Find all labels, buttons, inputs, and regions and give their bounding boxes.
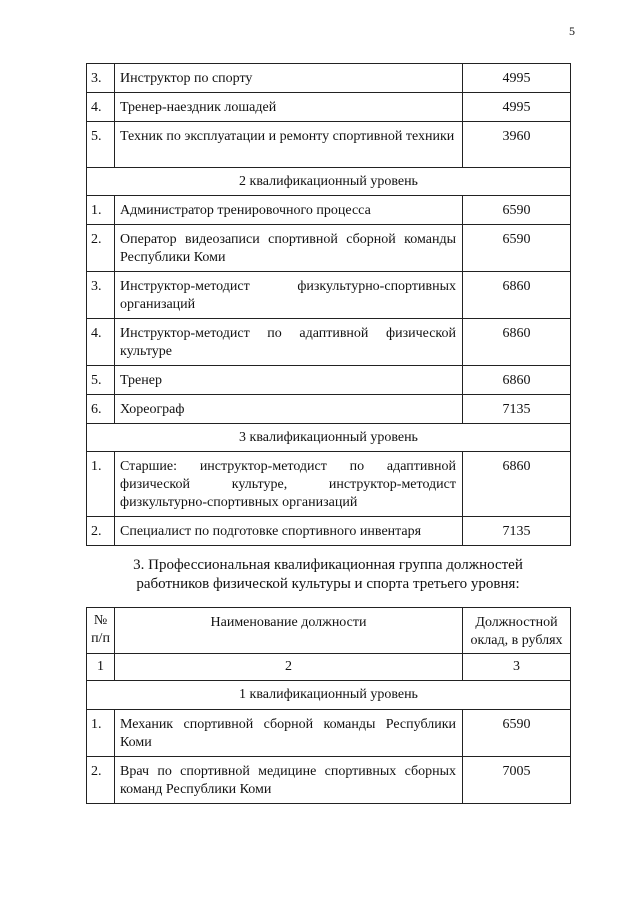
row-number: 2. <box>87 225 115 272</box>
row-number: 4. <box>87 319 115 366</box>
salary-value: 6860 <box>463 452 571 517</box>
salary-value: 6860 <box>463 272 571 319</box>
section-heading-line: работников физической культуры и спорта третьего уровня: <box>136 576 520 592</box>
column-index: 3 <box>463 654 571 681</box>
position-name: Инструктор-методист физкультурно-спортивных организаций <box>115 272 463 319</box>
position-name: Тренер-наездник лошадей <box>115 93 463 122</box>
qualification-level-label: 3 квалификационный уровень <box>87 424 571 452</box>
table-row <box>87 366 571 395</box>
table-row <box>87 122 571 168</box>
row-number: 1. <box>87 452 115 517</box>
column-index-row <box>87 654 571 681</box>
position-name: Врач по спортивной медицине спортивных сборных команд Республики Коми <box>115 757 463 804</box>
qualification-level-label: 1 квалификационный уровень <box>87 681 571 710</box>
salary-value: 4995 <box>463 64 571 93</box>
table-row <box>87 272 571 319</box>
position-name: Техник по эксплуатации и ремонту спортивной техники <box>115 122 463 168</box>
table-row <box>87 452 571 517</box>
table-row <box>87 517 571 546</box>
row-number: 1. <box>87 196 115 225</box>
table-row <box>87 319 571 366</box>
position-name: Администратор тренировочного процесса <box>115 196 463 225</box>
row-number: 3. <box>87 272 115 319</box>
table-row <box>87 64 571 93</box>
row-number: 4. <box>87 93 115 122</box>
position-name: Старшие: инструктор-методист по адаптивной физической культуре, инструктор-методист физкультурно-спортивных организаций <box>115 452 463 517</box>
salary-value: 6860 <box>463 366 571 395</box>
table-header-row <box>87 608 571 654</box>
positions-table-continued <box>86 63 571 546</box>
position-name: Механик спортивной сборной команды Республики Коми <box>115 710 463 757</box>
table-row <box>87 395 571 424</box>
salary-value: 7005 <box>463 757 571 804</box>
row-number: 2. <box>87 517 115 546</box>
row-number: 3. <box>87 64 115 93</box>
salary-value: 6590 <box>463 196 571 225</box>
column-header-position: Наименование должности <box>115 608 463 654</box>
qualification-level-row <box>87 424 571 452</box>
section-heading-line: 3. Профессиональная квалификационная группа должностей <box>133 557 523 573</box>
position-name: Хореограф <box>115 395 463 424</box>
qualification-level-row <box>87 681 571 710</box>
salary-value: 6590 <box>463 225 571 272</box>
salary-value: 7135 <box>463 395 571 424</box>
row-number: 1. <box>87 710 115 757</box>
column-header-salary: Должностной оклад, в рублях <box>463 608 571 654</box>
salary-value: 7135 <box>463 517 571 546</box>
column-index: 2 <box>115 654 463 681</box>
qualification-level-row <box>87 168 571 196</box>
position-name: Оператор видеозаписи спортивной сборной команды Республики Коми <box>115 225 463 272</box>
row-number: 5. <box>87 122 115 168</box>
salary-value: 6590 <box>463 710 571 757</box>
position-name: Инструктор-методист по адаптивной физической культуре <box>115 319 463 366</box>
section-heading <box>86 556 570 594</box>
table-row <box>87 710 571 757</box>
column-index: 1 <box>87 654 115 681</box>
table-row <box>87 93 571 122</box>
row-number: 6. <box>87 395 115 424</box>
position-name: Инструктор по спорту <box>115 64 463 93</box>
table-row <box>87 225 571 272</box>
row-number: 5. <box>87 366 115 395</box>
salary-value: 3960 <box>463 122 571 168</box>
position-name: Специалист по подготовке спортивного инвентаря <box>115 517 463 546</box>
table-row <box>87 757 571 804</box>
column-header-number: № п/п <box>87 608 115 654</box>
row-number: 2. <box>87 757 115 804</box>
position-name: Тренер <box>115 366 463 395</box>
salary-value: 4995 <box>463 93 571 122</box>
page-number: 5 <box>569 24 575 38</box>
positions-table-third-level <box>86 607 571 804</box>
qualification-level-label: 2 квалификационный уровень <box>87 168 571 196</box>
table-row <box>87 196 571 225</box>
salary-value: 6860 <box>463 319 571 366</box>
